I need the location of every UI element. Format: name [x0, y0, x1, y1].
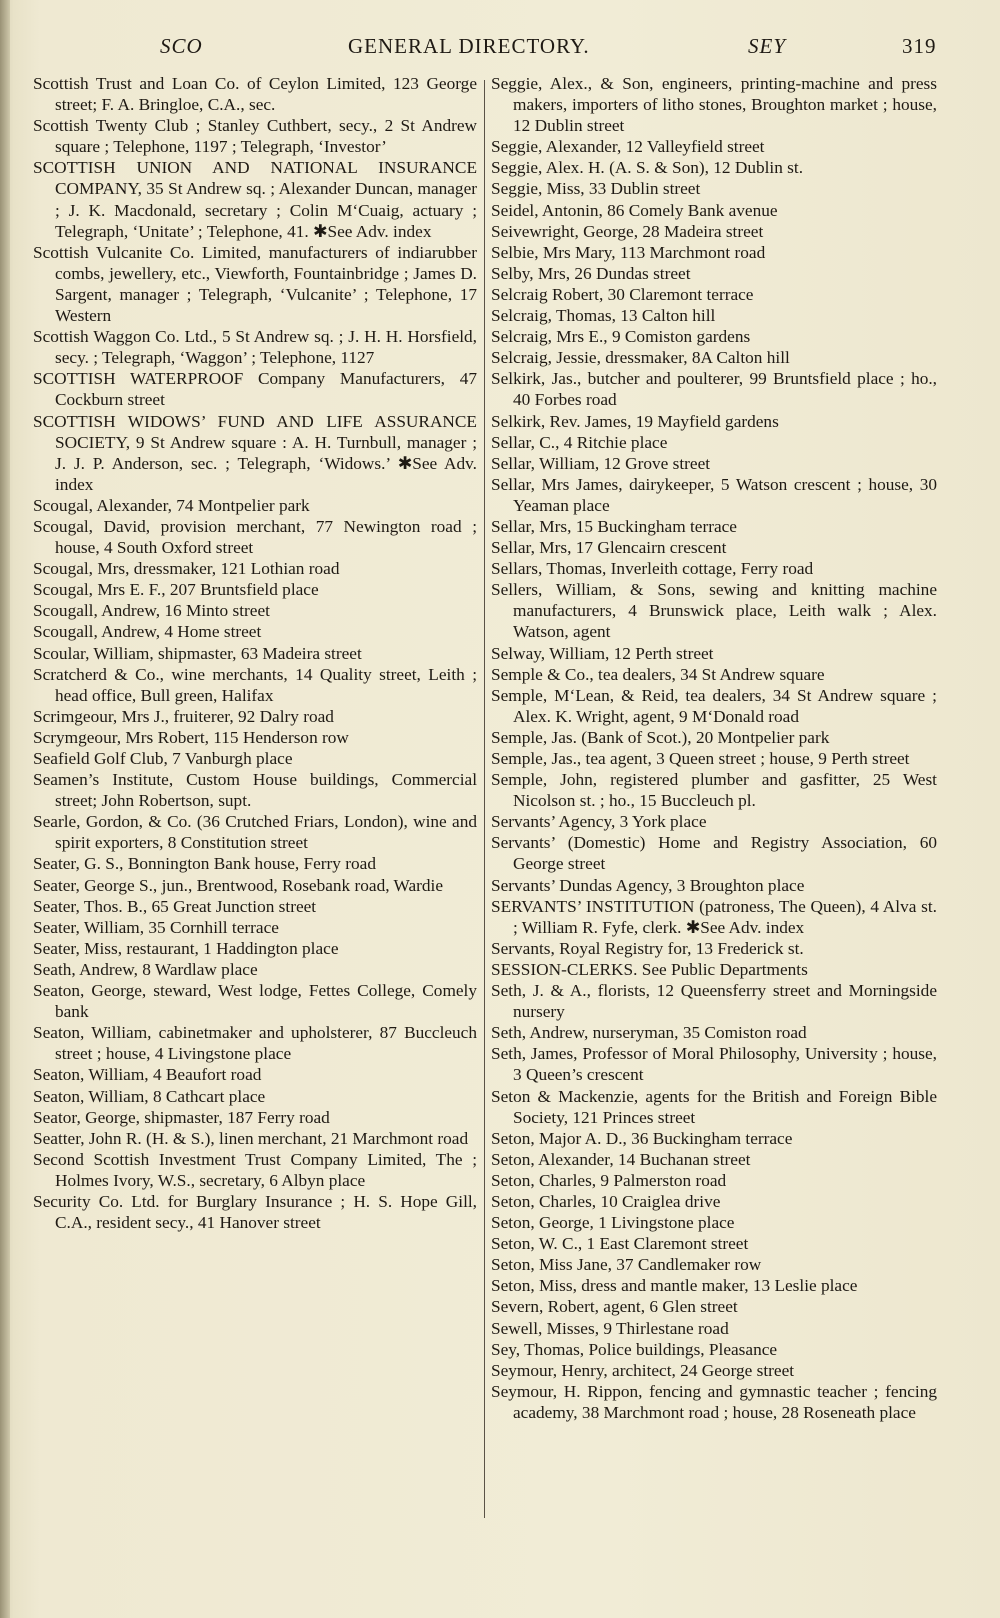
directory-entry: Servants’ (Domestic) Home and Registry Association, 60 George street: [491, 833, 937, 874]
directory-entry: Selcraig Robert, 30 Claremont terrace: [491, 284, 754, 304]
directory-entry: Scougal, Alexander, 74 Montpelier park: [33, 495, 310, 515]
directory-entry: Servants, Royal Registry for, 13 Frederick st.: [491, 938, 804, 958]
directory-entry: Seton & Mackenzie, agents for the British and Foreign Bible Society, 121 Princes street: [491, 1086, 937, 1127]
directory-entry: Scottish Waggon Co. Ltd., 5 St Andrew sq. ; J. H. H. Horsfield, secy. ; Telegraph, ‘Waggon’ ; Telephone, 1127: [33, 327, 477, 368]
directory-entry: Seton, George, 1 Livingstone place: [491, 1213, 735, 1233]
page-number: 319: [902, 34, 937, 58]
directory-entry: Seamen’s Institute, Custom House buildings, Commercial street; John Robertson, supt.: [33, 770, 477, 811]
left-column: [33, 73, 477, 1233]
directory-entry: Selkirk, Rev. James, 19 Mayfield gardens: [491, 411, 779, 431]
directory-entry: SESSION-CLERKS. See Public Departments: [491, 959, 808, 979]
directory-entry: Sellar, Mrs James, dairykeeper, 5 Watson crescent ; house, 30 Yeaman place: [491, 474, 937, 515]
directory-entry: Seafield Golf Club, 7 Vanburgh place: [33, 749, 293, 768]
directory-entry: Scoular, William, shipmaster, 63 Madeira street: [33, 643, 362, 663]
directory-entry: Selby, Mrs, 26 Dundas street: [491, 263, 691, 283]
directory-entry: Selway, William, 12 Perth street: [491, 643, 714, 663]
header-left-guide: SCO: [160, 34, 203, 58]
directory-entry: Seton, Major A. D., 36 Buckingham terrace: [491, 1128, 793, 1148]
directory-entry: SERVANTS’ INSTITUTION (patroness, The Queen), 4 Alva st. ; William R. Fyfe, clerk. ✱See Adv. index: [491, 896, 937, 937]
directory-entry: Sellars, Thomas, Inverleith cottage, Ferry road: [491, 559, 814, 579]
directory-entry: Sellar, Mrs, 15 Buckingham terrace: [491, 516, 737, 536]
directory-entry: Severn, Robert, agent, 6 Glen street: [491, 1297, 738, 1317]
directory-entry: Sewell, Misses, 9 Thirlestane road: [491, 1318, 729, 1338]
directory-entry: Seath, Andrew, 8 Wardlaw place: [33, 959, 258, 979]
directory-entry: Scottish Trust and Loan Co. of Ceylon Limited, 123 George street; F. A. Bringloe, C.A., sec.: [33, 74, 477, 115]
directory-entry: Scougall, Andrew, 16 Minto street: [33, 601, 270, 621]
right-column: [491, 73, 937, 1423]
directory-entry: Seth, James, Professor of Moral Philosophy, University ; house, 3 Queen’s crescent: [491, 1044, 937, 1085]
directory-entry: Seton, Miss, dress and mantle maker, 13 Leslie place: [491, 1276, 858, 1296]
directory-entry: Sey, Thomas, Police buildings, Pleasance: [491, 1339, 778, 1359]
directory-entry: Seater, William, 35 Cornhill terrace: [33, 917, 279, 937]
directory-entry: Seton, Charles, 10 Craiglea drive: [491, 1191, 721, 1211]
directory-entry: Seater, G. S., Bonnington Bank house, Ferry road: [33, 854, 376, 874]
directory-entry: Seggie, Alexander, 12 Valleyfield street: [491, 137, 765, 157]
directory-entry: Seidel, Antonin, 86 Comely Bank avenue: [491, 200, 778, 220]
directory-entry: Scottish Vulcanite Co. Limited, manufacturers of indiarubber combs, jewellery, etc., Viewforth, Fountainbridge ; James D. Sargent, manager ; Telegraph, ‘Vulcanite’ ; Telephone, 17 Western: [33, 242, 477, 326]
page-header: [30, 32, 940, 66]
directory-entry: Seymour, H. Rippon, fencing and gymnastic teacher ; fencing academy, 38 Marchmont road ; house, 28 Roseneath place: [491, 1381, 937, 1422]
directory-entry: Scrymgeour, Mrs Robert, 115 Henderson row: [33, 727, 349, 747]
directory-entry: Seymour, Henry, architect, 24 George street: [491, 1360, 795, 1380]
directory-entry: SCOTTISH WIDOWS’ FUND AND LIFE ASSURANCE SOCIETY, 9 St Andrew square : A. H. Turnbull, manager ; J. J. P. Anderson, sec. ; Telegraph, ‘Widows.’ ✱See Adv. index: [33, 411, 477, 494]
directory-entry: Sellar, Mrs, 17 Glencairn crescent: [491, 538, 727, 558]
directory-entry: Scougal, Mrs E. F., 207 Bruntsfield place: [33, 580, 319, 600]
directory-entry: Scrimgeour, Mrs J., fruiterer, 92 Dalry road: [33, 706, 334, 726]
directory-entry: Seggie, Alex., & Son, engineers, printing-machine and press makers, importers of litho stones, Broughton market ; house, 12 Dublin street: [491, 74, 937, 136]
directory-entry: Seater, George S., jun., Brentwood, Rosebank road, Wardie: [33, 875, 444, 895]
directory-entry: Seaton, William, cabinetmaker and upholsterer, 87 Buccleuch street ; house, 4 Livingstone place: [33, 1023, 477, 1064]
directory-entry: Seton, W. C., 1 East Claremont street: [491, 1234, 749, 1254]
directory-entry: Seatter, John R. (H. & S.), linen merchant, 21 Marchmont road: [33, 1128, 469, 1148]
directory-entry: Scougal, David, provision merchant, 77 Newington road ; house, 4 South Oxford street: [33, 516, 477, 558]
directory-entry: Sellar, C., 4 Ritchie place: [491, 432, 668, 452]
directory-entry: Seater, Thos. B., 65 Great Junction street: [33, 896, 317, 916]
directory-entry: Scougall, Andrew, 4 Home street: [33, 622, 262, 642]
directory-entry: Seator, George, shipmaster, 187 Ferry road: [33, 1107, 330, 1127]
directory-entry: Seth, J. & A., florists, 12 Queensferry street and Morningside nursery: [491, 981, 937, 1022]
directory-entry: Scottish Twenty Club ; Stanley Cuthbert, secy., 2 St Andrew square ; Telephone, 1197 ; Telegraph, ‘Investor’: [33, 116, 477, 157]
column-divider: [484, 80, 485, 1518]
directory-entry: Selcraig, Jessie, dressmaker, 8A Calton hill: [491, 348, 790, 368]
directory-entry: Seater, Miss, restaurant, 1 Haddington place: [33, 938, 339, 958]
directory-entry: SCOTTISH WATERPROOF Company Manufacturers, 47 Cockburn street: [33, 369, 477, 410]
directory-entry: Selcraig, Mrs E., 9 Comiston gardens: [491, 327, 751, 347]
directory-entry: Seton, Miss Jane, 37 Candlemaker row: [491, 1255, 762, 1275]
directory-entry: Selcraig, Thomas, 13 Calton hill: [491, 306, 716, 326]
directory-entry: Sellar, William, 12 Grove street: [491, 453, 711, 473]
directory-entry: Searle, Gordon, & Co. (36 Crutched Friars, London), wine and spirit exporters, 8 Constitution street: [33, 812, 477, 853]
directory-entry: Semple, John, registered plumber and gasfitter, 25 West Nicolson st. ; ho., 15 Buccleuch pl.: [491, 770, 937, 811]
directory-entry: Seton, Alexander, 14 Buchanan street: [491, 1149, 751, 1169]
directory-entry: Seaton, William, 4 Beaufort road: [33, 1065, 262, 1085]
directory-entry: Semple, M‘Lean, & Reid, tea dealers, 34 St Andrew square ; Alex. K. Wright, agent, 9 M‘Donald road: [491, 685, 937, 726]
directory-entry: Seggie, Alex. H. (A. S. & Son), 12 Dublin st.: [491, 158, 804, 178]
directory-entry: Seth, Andrew, nurseryman, 35 Comiston road: [491, 1023, 807, 1043]
directory-entry: Seggie, Miss, 33 Dublin street: [491, 179, 701, 199]
directory-entry: Seaton, William, 8 Cathcart place: [33, 1086, 266, 1106]
directory-entry: Scougal, Mrs, dressmaker, 121 Lothian road: [33, 559, 340, 579]
directory-entry: Security Co. Ltd. for Burglary Insurance ; H. S. Hope Gill, C.A., resident secy., 41 Hanover street: [33, 1191, 477, 1233]
directory-entry: Semple, Jas., tea agent, 3 Queen street ; house, 9 Perth street: [491, 749, 910, 768]
directory-entry: Seton, Charles, 9 Palmerston road: [491, 1170, 727, 1190]
directory-entry: Selbie, Mrs Mary, 113 Marchmont road: [491, 242, 766, 262]
directory-entry: Servants’ Agency, 3 York place: [491, 812, 707, 832]
directory-entry: SCOTTISH UNION AND NATIONAL INSURANCE COMPANY, 35 St Andrew sq. ; Alexander Duncan, manager ; J. K. Macdonald, secretary ; Colin M‘Cuaig, actuary ; Telegraph, ‘Unitate’ ; Telephone, 41. ✱See Adv. index: [33, 158, 477, 241]
directory-entry: Second Scottish Investment Trust Company Limited, The ; Holmes Ivory, W.S., secretary, 6 Albyn place: [33, 1149, 477, 1190]
directory-entry: Seivewright, George, 28 Madeira street: [491, 221, 764, 241]
directory-entry: Semple, Jas. (Bank of Scot.), 20 Montpelier park: [491, 727, 830, 747]
directory-entry: Sellers, William, & Sons, sewing and knitting machine manufacturers, 4 Brunswick place, Leith walk ; Alex. Watson, agent: [491, 580, 937, 642]
header-right-guide: SEY: [748, 34, 787, 58]
page-binding-edge: [0, 0, 10, 1618]
directory-entry: Scratcherd & Co., wine merchants, 14 Quality street, Leith ; head office, Bull green, Halifax: [33, 664, 477, 705]
directory-entry: Semple & Co., tea dealers, 34 St Andrew square: [491, 664, 825, 684]
directory-entry: Servants’ Dundas Agency, 3 Broughton place: [491, 875, 805, 895]
directory-entry: Selkirk, Jas., butcher and poulterer, 99 Bruntsfield place ; ho., 40 Forbes road: [491, 369, 937, 410]
directory-entry: Seaton, George, steward, West lodge, Fettes College, Comely bank: [33, 981, 477, 1022]
header-title: GENERAL DIRECTORY.: [348, 34, 590, 58]
